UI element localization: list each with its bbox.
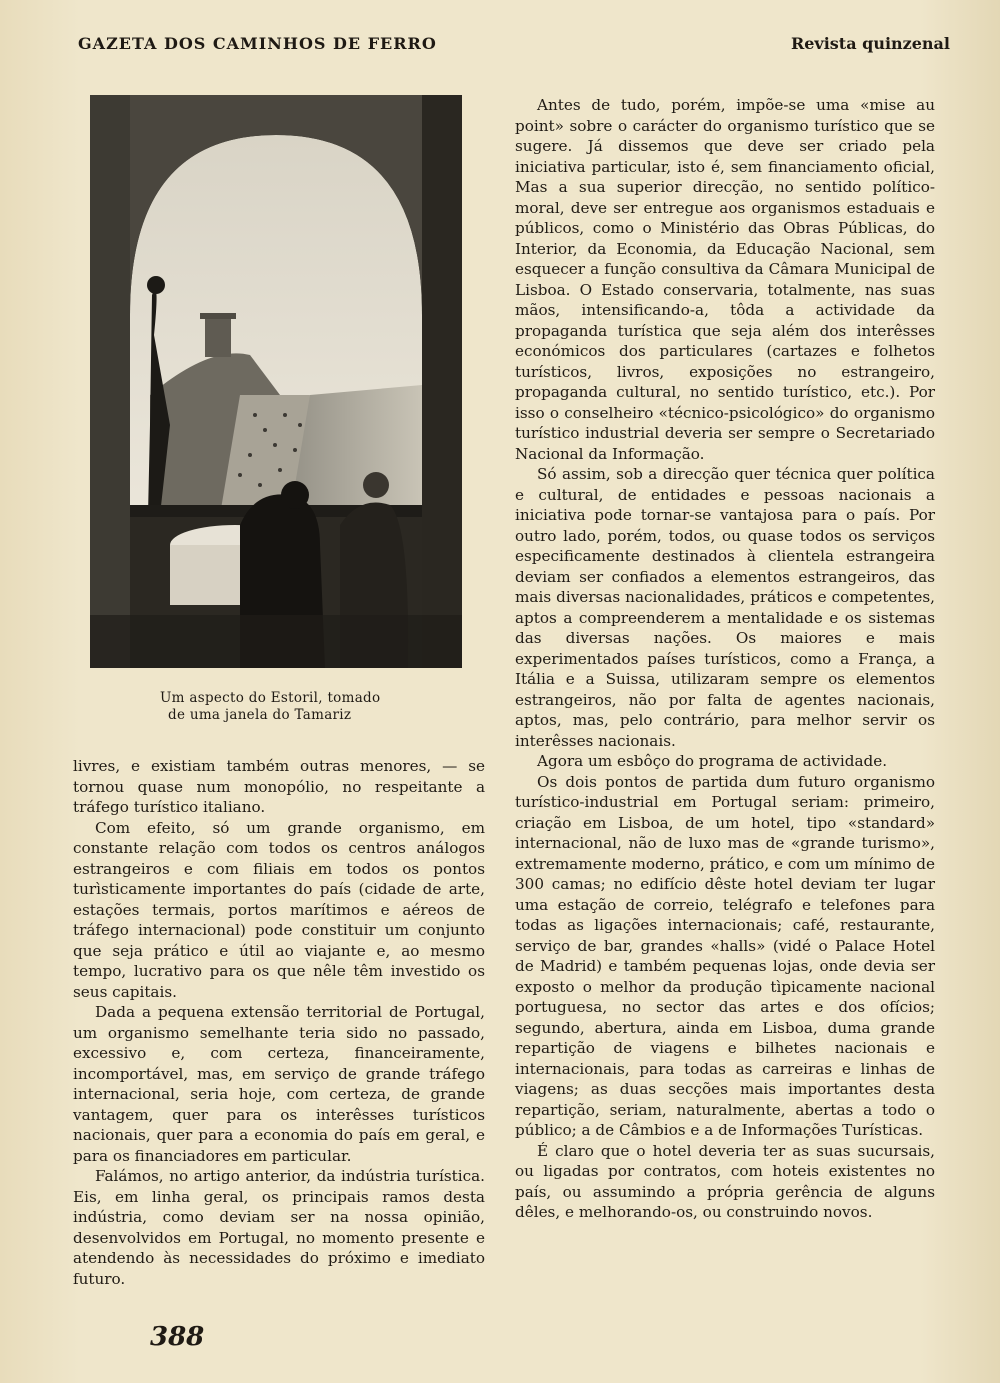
paragraph: Antes de tudo, porém, impõe-se uma «mise au point» sobre o carácter do organismo turístico que se sugere. Já dissemos que deve ser criado pela iniciativa particular, isto é, sem financiamento oficial, Mas a sua superior direcção, no sentido político-moral, deve ser entregue aos organismos estaduais e públicos, como o Ministério das Obras Públicas, do Interior, da Economia, da Educação Nacional, sem esquecer a função consultiva da Câmara Municipal de Lisboa. O Estado conservaria, totalmente, nas suas mãos, intensificando-a, tôda a actividade da propaganda turística que seja além dos interêsses económicos dos particulares (cartazes e folhetos turísticos, livros, exposições no estrangeiro, propaganda cultural, no sentido turístico, etc.). Por isso o conselheiro «técnico-psicológico» do organismo turístico industrial deveria ser sempre o Secretariado Nacional da Informação.: [515, 96, 935, 463]
paragraph: É claro que o hotel deveria ter as suas sucursais, ou ligadas por contratos, com hoteis existentes no país, ou assumindo a própria gerência de alguns dêles, e melhorando-os, ou construindo novos.: [515, 1141, 935, 1221]
paragraph: Os dois pontos de partida dum futuro organismo turístico-industrial em Portugal seriam: primeiro, criação em Lisboa, de um hotel, tipo «standard» internacional, não de luxo mas de «grande turismo», extremamente moderno, prático, e com um mínimo de 300 camas; no edifício dêste hotel deviam ter lugar uma estação de correio, telégrafo e telefones para todas as ligações internacionais; café, restaurante, serviço de bar, grandes «halls» (vidé o Palace Hotel de Madrid) e também pequenas lojas, onde devia ser exposto o melhor da produção tìpicamente nacional portuguesa, no sector das artes e dos ofícios; segundo, abertura, ainda em Lisboa, duma grande repartição de viagens e bilhetes nacionais e internacionais, para todas as carreiras e linhas de viagens; as duas secções mais importantes desta repartição, seriam, naturalmente, abertas a todo o público; a de Câmbios e a de Informações Turísticas.: [515, 772, 935, 1139]
page-number: 388: [150, 1322, 205, 1352]
paragraph: Falámos, no artigo anterior, da indústria turística. Eis, em linha geral, os principais ramos desta indústria, como deviam ser na nossa opinião, desenvolvidos em Portugal, no momento presente e atendendo às necessidades do próximo e imediato futuro.: [73, 1167, 485, 1288]
journal-subtitle: Revista quinzenal: [790, 34, 950, 53]
paragraph: Com efeito, só um grande organismo, em constante relação com todos os centros análogos estrangeiros e com filiais em todos os pontos turìsticamente importantes do país (cidade de arte, estações termais, portos marítimos e aéreos de tráfego internacional) pode constituir um conjunto que seja prático e útil ao viajante e, ao mesmo tempo, lucrativo para os que nêle têm investido os seus capitais.: [73, 818, 485, 1001]
caption-line-2: de uma janela do Tamariz: [168, 707, 352, 723]
caption-line-1: Um aspecto do Estoril, tomado: [160, 690, 381, 706]
paragraph: livres, e existiam também outras menores, — se tornou quase num monopólio, no respeitante a tráfego turístico italiano.: [73, 757, 485, 816]
paragraph: Dada a pequena extensão territorial de Portugal, um organismo semelhante teria sido no passado, excessivo e, com certeza, financeiramente, incomportável, mas, em serviço de grande tráfego internacional, seria hoje, com certeza, de grande vantagem, quer para os interêsses turísticos nacionais, quer para a economia do país em geral, e para os financiadores em particular.: [73, 1003, 485, 1165]
figure-caption: [160, 690, 405, 724]
journal-title: GAZETA DOS CAMINHOS DE FERRO: [78, 34, 437, 53]
paragraph: Só assim, sob a direcção quer técnica quer política e cultural, de entidades e pessoas nacionais a iniciativa pode tornar-se vantajosa para o país. Por outro lado, porém, todos, ou quase todos os serviços especificamente destinados à clientela estrangeira deviam ser confiados a elementos estrangeiros, das mais diversas nacionalidades, práticos e competentes, aptos a compreenderem a mentalidade e os sistemas das diversas nações. Os maiores e mais experimentados países turísticos, como a França, a Itália e a Suissa, utilizaram sempre os elementos estrangeiros, não por falta de agentes nacionais, aptos, mas, pelo contrário, para melhor servir os interêsses nacionais.: [515, 465, 935, 750]
paragraph: Agora um esbôço do programa de actividade.: [537, 752, 888, 770]
right-column-text: [515, 95, 935, 1223]
estoril-photo: [90, 95, 462, 668]
left-column-text: [73, 756, 485, 1289]
